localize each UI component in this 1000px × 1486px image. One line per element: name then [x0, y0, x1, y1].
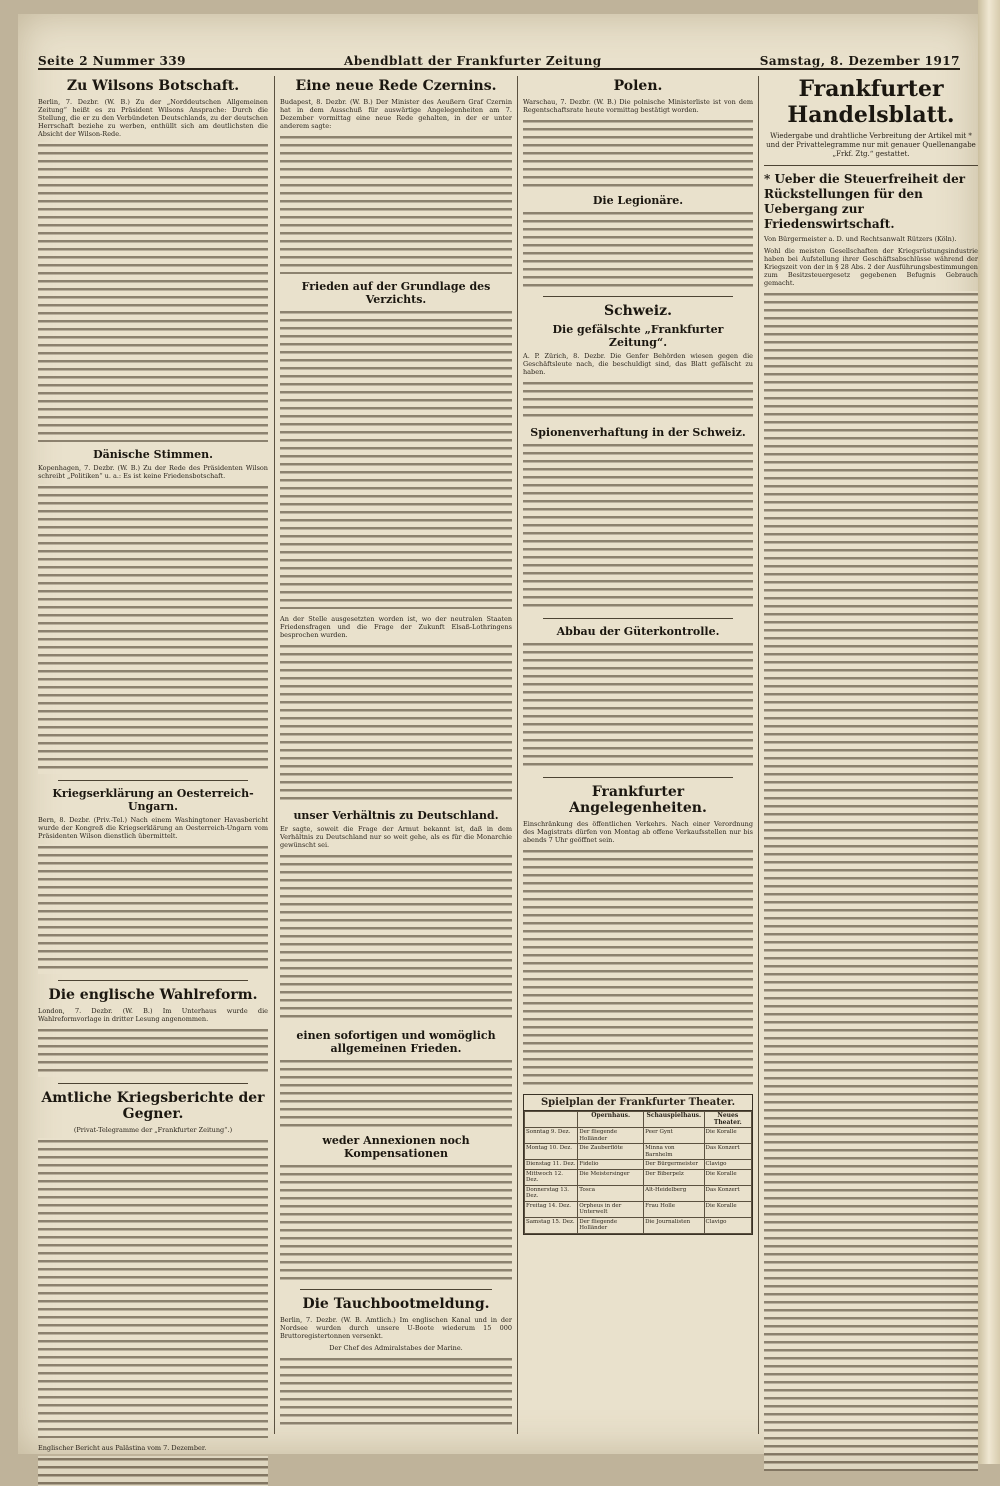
- new-theatre-cell: Die Koralle: [704, 1201, 751, 1217]
- text-block: [38, 1138, 268, 1438]
- article-signature: Der Chef des Admiralstabes der Marine.: [329, 1344, 463, 1352]
- headline-danish: Dänische Stimmen.: [93, 448, 213, 461]
- text-block: [280, 1058, 512, 1128]
- article-text: Englischer Bericht aus Palästina vom 7. Dezember.: [38, 1444, 207, 1452]
- article-text: Berlin, 7. Dezbr. (W. B. Amtlich.) Im englischen Kanal und in der Nordsee wurden durch unsere U-Boote wiederum 15 000 Bruttoregistertonnen versenkt.: [280, 1316, 512, 1340]
- text-block: [280, 643, 512, 803]
- table-row: [525, 1169, 752, 1185]
- opera-cell: Die Zauberflöte: [578, 1144, 644, 1160]
- theatre-title: Spielplan der Frankfurter Theater.: [524, 1095, 752, 1111]
- theatre-table: [524, 1111, 752, 1234]
- divider: [764, 165, 978, 166]
- subhead-legionaries: Die Legionäre.: [592, 194, 684, 207]
- day-cell: Dienstag 11. Dez.: [525, 1160, 578, 1170]
- section-subtitle: Wiedergabe und drahtliche Verbreitung der Artikel mit * und der Privattelegramme nur mit genauer Quellenangabe „Frkf. Ztg.“ gestattet.: [766, 132, 976, 158]
- column-3: [523, 76, 753, 1442]
- text-block: [523, 210, 753, 290]
- article-text: Kopenhagen, 7. Dezbr. (W. B.) Zu der Rede des Präsidenten Wilson schreibt „Politiken“ u. a.: Es ist keine Friedensbotschaft.: [38, 464, 268, 480]
- binding-edge: [978, 0, 1000, 1464]
- divider: [300, 1289, 492, 1290]
- article-text: Budapest, 8. Dezbr. (W. B.) Der Minister des Aeußern Graf Czernin hat in dem Ausschuß für auswärtige Angelegenheiten am 7. Dezember vormittag eine neue Rede gehalten, in der er unter anderem sagte:: [280, 98, 512, 130]
- text-block: [280, 309, 512, 609]
- table-row: [525, 1160, 752, 1170]
- masthead: [38, 44, 960, 70]
- day-cell: Freitag 14. Dez.: [525, 1201, 578, 1217]
- headline-electoral-reform: Die englische Wahlreform.: [48, 987, 258, 1003]
- subhead-general-peace: einen sofortigen und womöglich allgemeinen Frieden.: [296, 1029, 496, 1055]
- table-row: [525, 1128, 752, 1144]
- theatre-column-header: Schauspielhaus.: [644, 1112, 704, 1128]
- column-4: [764, 76, 978, 1442]
- subhead-espionage: Spionenverhaftung in der Schweiz.: [530, 426, 746, 439]
- day-cell: Samstag 15. Dez.: [525, 1217, 578, 1233]
- day-cell: Donnerstag 13. Dez.: [525, 1185, 578, 1201]
- newspaper-name: Abendblatt der Frankfurter Zeitung: [344, 54, 602, 68]
- article-text: Warschau, 7. Dezbr. (W. B.) Die polnische Ministerliste ist von dem Regentschaftsrate heute vormittag bestätigt worden.: [523, 98, 753, 114]
- text-block: [523, 442, 753, 612]
- opera-cell: Fidelio: [578, 1160, 644, 1170]
- section-title: Frankfurter Handelsblatt.: [787, 76, 955, 128]
- subhead-germany: unser Verhältnis zu Deutschland.: [293, 809, 499, 822]
- text-block: [38, 484, 268, 774]
- new-theatre-cell: Clavigo: [704, 1217, 751, 1233]
- table-row: [525, 1185, 752, 1201]
- text-block: [38, 1456, 268, 1486]
- text-block: [38, 844, 268, 974]
- play-cell: Der Biberpelz: [644, 1169, 704, 1185]
- text-block: [280, 1163, 512, 1283]
- new-theatre-cell: Das Konzert: [704, 1185, 751, 1201]
- opera-cell: Die Meistersinger: [578, 1169, 644, 1185]
- headline-tax: * Ueber die Steuerfreiheit der Rückstellungen für den Uebergang zur Friedenswirtschaft.: [764, 172, 966, 231]
- subhead-annexations: weder Annexionen noch Kompensationen: [322, 1134, 470, 1160]
- article-text: Er sagte, soweit die Frage der Armut bekannt ist, daß in dem Verhältnis zu Deutschland nur so weit gehe, als es für die Monarchie gewünscht sei.: [280, 825, 512, 849]
- divider: [58, 780, 248, 781]
- new-theatre-cell: Das Konzert: [704, 1144, 751, 1160]
- theatre-schedule: [523, 1094, 753, 1235]
- play-cell: Minna von Barnhelm: [644, 1144, 704, 1160]
- play-cell: Der Bürgermeister: [644, 1160, 704, 1170]
- play-cell: Alt-Heidelberg: [644, 1185, 704, 1201]
- article-text: Wohl die meisten Gesellschaften der Kriegsrüstungsindustrie haben bei Aufstellung ihrer Geschäftsabschlüsse während der Kriegszeit von der in § 28 Abs. 2 der Ausführungsbestimmungen zum Besitzsteuergesetz gegebenen Befugnis Gebrauch gemacht.: [764, 247, 978, 287]
- table-row: [525, 1217, 752, 1233]
- article-text: A. P. Zürich, 8. Dezbr. Die Genfer Behörden wiesen gegen die Geschäftsleute nach, die beschuldigt sind, das Blatt gefälscht zu haben.: [523, 352, 753, 376]
- day-cell: Mittwoch 12. Dez.: [525, 1169, 578, 1185]
- new-theatre-cell: Die Koralle: [704, 1128, 751, 1144]
- article-text: Berlin, 7. Dezbr. (W. B.) Zu der „Norddeutschen Allgemeinen Zeitung“ heißt es zu Präsident Wilsons Ansprache: Durch die Stellung, die er zu den Verbündeten Deutschlands, zu der deutschen Herrschaft beziehe zu werben, enthüllt sich am deutlichsten die Absicht der Wilson-Rede.: [38, 98, 268, 138]
- divider: [543, 618, 733, 619]
- article-note: (Privat-Telegramme der „Frankfurter Zeitung“.): [73, 1126, 233, 1134]
- text-block: [280, 853, 512, 1023]
- newspaper-page: [18, 14, 980, 1454]
- headline-submarine: Die Tauchbootmeldung.: [302, 1296, 490, 1312]
- headline-frankfurt: Frankfurter Angelegenheiten.: [569, 784, 707, 816]
- play-cell: Die Journalisten: [644, 1217, 704, 1233]
- column-rule: [758, 76, 759, 1434]
- byline: Von Bürgermeister a. D. und Rechtsanwalt Rützers (Köln).: [764, 235, 957, 243]
- opera-cell: Der fliegende Holländer: [578, 1217, 644, 1233]
- text-block: [523, 641, 753, 771]
- theatre-column-header: Neues Theater.: [704, 1112, 751, 1128]
- headline-goods-control: Abbau der Güterkontrolle.: [556, 625, 720, 638]
- text-block: [38, 142, 268, 442]
- new-theatre-cell: Die Koralle: [704, 1169, 751, 1185]
- text-block: [523, 380, 753, 420]
- page-number: Seite 2 Nummer 339: [38, 54, 187, 68]
- divider: [543, 296, 733, 297]
- play-cell: Frau Holle: [644, 1201, 704, 1217]
- column-rule: [274, 76, 275, 1434]
- subhead-peace: Frieden auf der Grundlage des Verzichts.: [301, 280, 491, 306]
- opera-cell: Der fliegende Holländer: [578, 1128, 644, 1144]
- theatre-day-header: [525, 1112, 578, 1128]
- table-row: [525, 1144, 752, 1160]
- subhead-forgery: Die gefälschte „Frankfurter Zeitung“.: [552, 323, 724, 349]
- article-text: London, 7. Dezbr. (W. B.) Im Unterhaus wurde die Wahlreformvorlage in dritter Lesung angenommen.: [38, 1007, 268, 1023]
- divider: [58, 1083, 248, 1084]
- headline-wilson: Zu Wilsons Botschaft.: [66, 78, 240, 94]
- text-block: [280, 134, 512, 274]
- table-row: [525, 1201, 752, 1217]
- article-text: Bern, 8. Dezbr. (Priv.-Tel.) Nach einem Washingtoner Havasbericht wurde der Kongreß die Kriegserklärung an Oesterreich-Ungarn vom Präsidenten Wilson dienstlich übermittelt.: [38, 816, 268, 840]
- headline-war-reports: Amtliche Kriegsberichte der Gegner.: [41, 1090, 265, 1122]
- headline-war-declaration: Kriegserklärung an Oesterreich-Ungarn.: [52, 787, 254, 813]
- theatre-column-header: Opernhaus.: [578, 1112, 644, 1128]
- text-block: [280, 1356, 512, 1426]
- headline-poland: Polen.: [613, 78, 663, 94]
- new-theatre-cell: Clavigo: [704, 1160, 751, 1170]
- column-1: [38, 76, 268, 1452]
- day-cell: Montag 10. Dez.: [525, 1144, 578, 1160]
- play-cell: Peer Gynt: [644, 1128, 704, 1144]
- issue-date: Samstag, 8. Dezember 1917: [759, 54, 960, 68]
- column-2: [280, 76, 512, 1442]
- opera-cell: Tosca: [578, 1185, 644, 1201]
- text-block: [38, 1027, 268, 1077]
- headline-czernin: Eine neue Rede Czernins.: [295, 78, 497, 94]
- article-text: An der Stelle ausgesetzten worden ist, wo der neutralen Staaten Friedensfragen und die Frage der Zukunft Elsaß-Lothringens besprochen wurden.: [280, 615, 512, 639]
- divider: [58, 980, 248, 981]
- article-text: Einschränkung des öffentlichen Verkehrs. Nach einer Verordnung des Magistrats dürfen von Montag ab offene Verkaufsstellen nur bis abends 7 Uhr geöffnet sein.: [523, 820, 753, 844]
- text-block: [523, 118, 753, 188]
- text-block: [764, 291, 978, 1471]
- opera-cell: Orpheus in der Unterwelt: [578, 1201, 644, 1217]
- divider: [543, 777, 733, 778]
- text-block: [523, 848, 753, 1088]
- headline-switzerland: Schweiz.: [604, 303, 672, 319]
- column-rule: [517, 76, 518, 1434]
- day-cell: Sonntag 9. Dez.: [525, 1128, 578, 1144]
